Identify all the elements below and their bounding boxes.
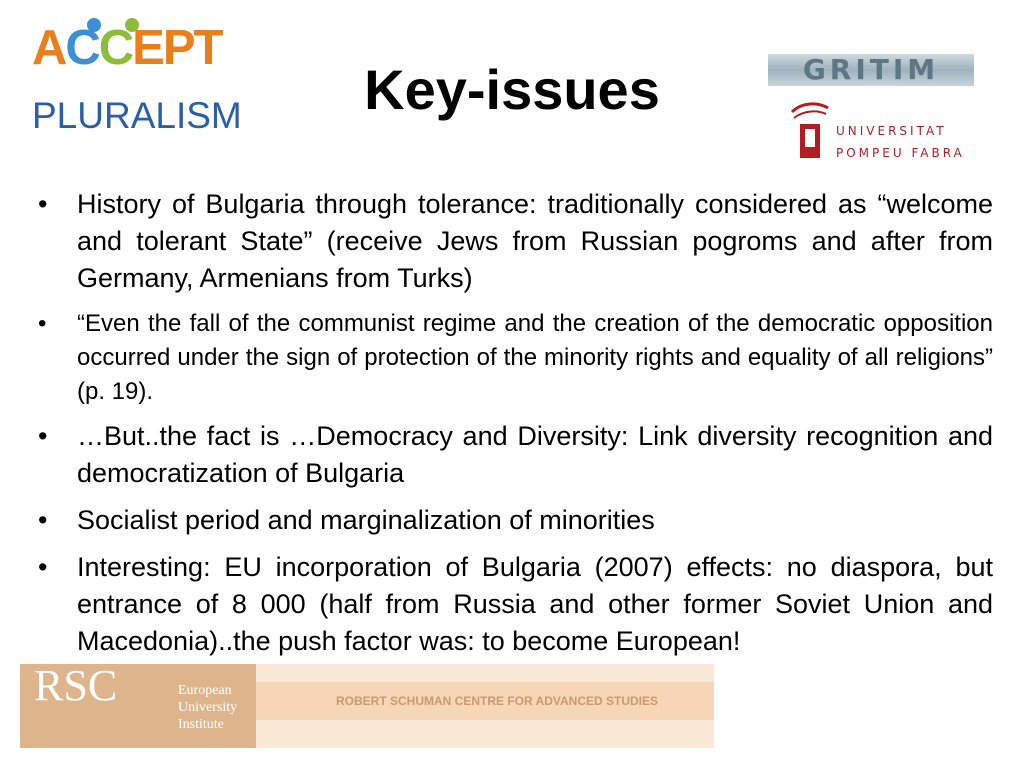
bullet-item-quote: • “Even the fall of the communist regime and the creation of the democratic opposition occurred under the sign of protection of the minority rights and equality of all religions” (p. 19). (38, 307, 993, 409)
upf-name (836, 120, 965, 164)
accept-wordmark: ACCEPT (32, 21, 222, 75)
eui-name (178, 682, 237, 733)
gritim-wordmark: GRITIM (802, 53, 940, 86)
key-issues-list (38, 186, 993, 670)
rscas-name: ROBERT SCHUMAN CENTRE FOR ADVANCED STUDIES (336, 694, 659, 708)
pluralism-wordmark: PLURALISM (32, 95, 242, 136)
eui-name-line3: Institute (178, 717, 224, 732)
bullet-item: • Interesting: EU incorporation of Bulgaria (2007) effects: no diaspora, but entrance of 8 000 (half from Russia and other former Soviet Union and Macedonia)..the push factor was: to become European! (38, 549, 993, 660)
eui-name-line1: European (178, 683, 232, 698)
bullet-item: • Socialist period and marginalization of minorities (38, 502, 993, 539)
gritim-logo (768, 54, 974, 86)
bullet-item: • History of Bulgaria through tolerance: traditionally considered as “welcome and tolerant State” (receive Jews from Russian pogroms and after from Germany, Armenians from Turks) (38, 186, 993, 297)
upf-emblem-icon (788, 100, 832, 162)
eui-name-line2: University (178, 700, 238, 715)
rsc-monogram: RSC (34, 661, 118, 710)
upf-logo (788, 100, 968, 164)
eui-logo (20, 661, 256, 748)
upf-name-line2: POMPEU FABRA (836, 146, 965, 160)
slide-title: Key-issues (364, 58, 660, 121)
bullet-item: • …But..the fact is …Democracy and Diversity: Link diversity recognition and democratization of Bulgaria (38, 418, 993, 492)
footer-banner (20, 661, 714, 748)
rscas-strip (256, 682, 714, 720)
upf-name-line1: UNIVERSITAT (836, 124, 947, 138)
